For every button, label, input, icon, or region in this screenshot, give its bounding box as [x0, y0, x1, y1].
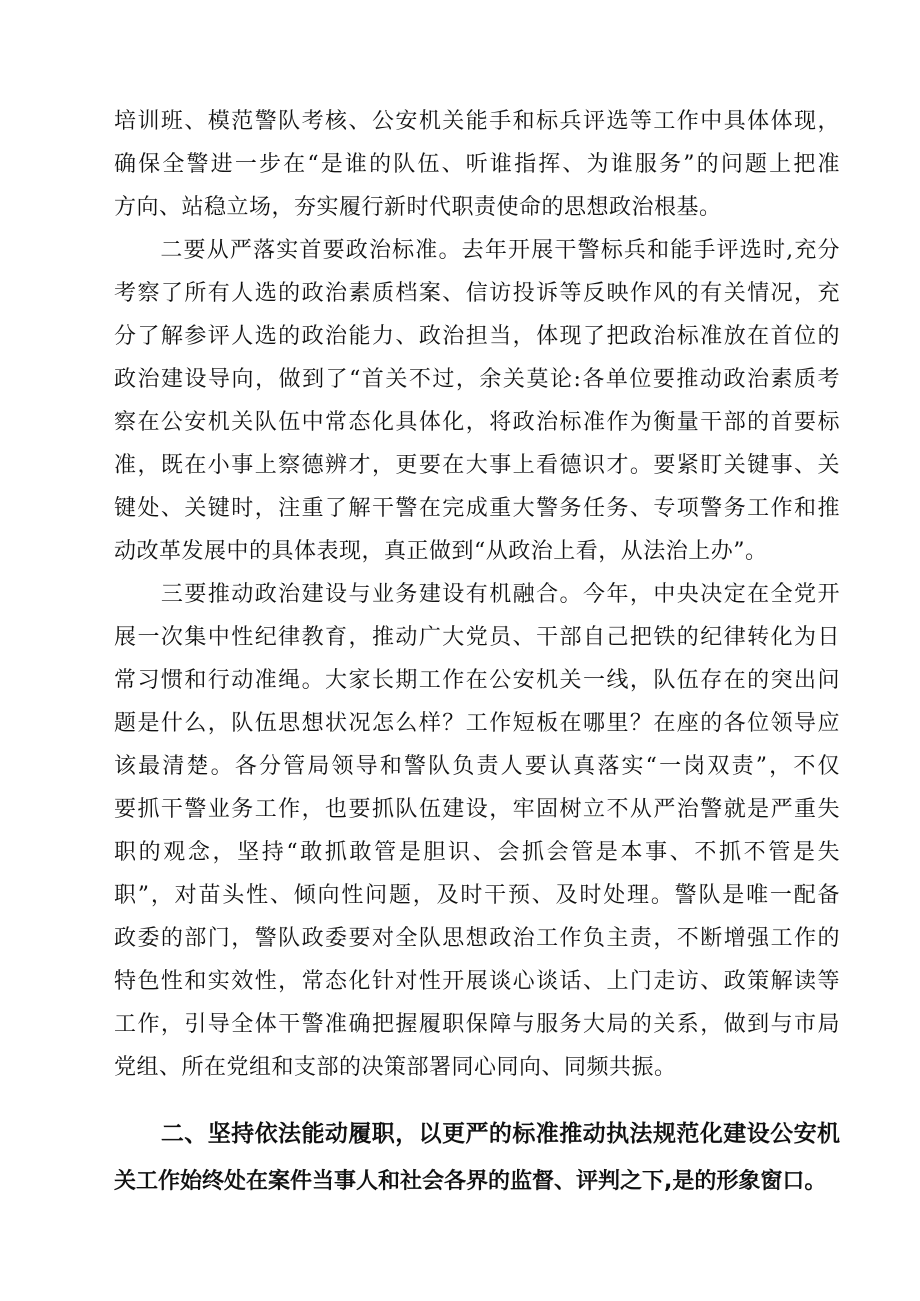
text-line: 键处、关键时，注重了解干警在完成重大警务任务、专项警务工作和推	[114, 496, 840, 521]
document-body	[114, 100, 840, 1205]
section-heading	[114, 1111, 840, 1205]
body-paragraph	[114, 573, 840, 1089]
text-line: 培训班、模范警队考核、公安机关能手和标兵评选等工作中具体体现，	[114, 109, 840, 134]
text-line: 二要从严落实首要政治标准。去年开展干警标兵和能手评选时,充分	[114, 238, 840, 263]
text-line: 方向、站稳立场，夯实履行新时代职责使命的思想政治根基。	[114, 195, 722, 220]
text-line: 要抓干警业务工作，也要抓队伍建设，牢固树立不从严治警就是严重失	[114, 797, 840, 822]
text-line: 确保全警进一步在“是谁的队伍、听谁指挥、为谁服务”的问题上把准	[114, 152, 840, 177]
text-line: 职”，对苗头性、倾向性问题，及时干预、及时处理。警队是唯一配备	[114, 883, 840, 908]
text-line: 察在公安机关队伍中常态化具体化，将政治标准作为衡量干部的首要标	[114, 410, 840, 435]
body-paragraph	[114, 100, 840, 229]
text-line: 考察了所有人选的政治素质档案、信访投诉等反映作风的有关情况，充	[114, 281, 840, 306]
text-line: 关工作始终处在案件当事人和社会各界的监督、评判之下,是的形象窗口。	[114, 1169, 827, 1194]
text-line: 该最清楚。各分管局领导和警队负责人要认真落实“一岗双责”，不仅	[114, 754, 840, 779]
text-line: 政委的部门，警队政委要对全队思想政治工作负主责，不断增强工作的	[114, 926, 840, 951]
text-line: 动改革发展中的具体表现，真正做到“从政治上看，从法治上办”。	[114, 539, 768, 564]
body-paragraph	[114, 229, 840, 573]
text-line: 特色性和实效性，常态化针对性开展谈心谈话、上门走访、政策解读等	[114, 969, 840, 994]
text-line: 二、坚持依法能动履职，以更严的标准推动执法规范化建设公安机	[114, 1121, 840, 1147]
text-line: 题是什么，队伍思想状况怎么样？工作短板在哪里？在座的各位领导应	[114, 711, 840, 736]
text-line: 职的观念，坚持“敢抓敢管是胆识、会抓会管是本事、不抓不管是失	[114, 840, 840, 865]
text-line: 三要推动政治建设与业务建设有机融合。今年，中央决定在全党开	[114, 582, 840, 607]
text-line: 分了解参评人选的政治能力、政治担当，体现了把政治标准放在首位的	[114, 324, 840, 349]
text-line: 工作，引导全体干警准确把握履职保障与服务大局的关系，做到与市局	[114, 1012, 840, 1037]
text-line: 准，既在小事上察德辨才，更要在大事上看德识才。要紧盯关键事、关	[114, 453, 840, 478]
text-line: 党组、所在党组和支部的决策部署同心同向、同频共振。	[114, 1055, 677, 1080]
text-line: 政治建设导向，做到了“首关不过，余关莫论:各单位要推动政治素质考	[114, 367, 840, 392]
text-line: 常习惯和行动准绳。大家长期工作在公安机关一线，队伍存在的突出问	[114, 668, 840, 693]
text-line: 展一次集中性纪律教育，推动广大党员、干部自己把铁的纪律转化为日	[114, 625, 840, 650]
